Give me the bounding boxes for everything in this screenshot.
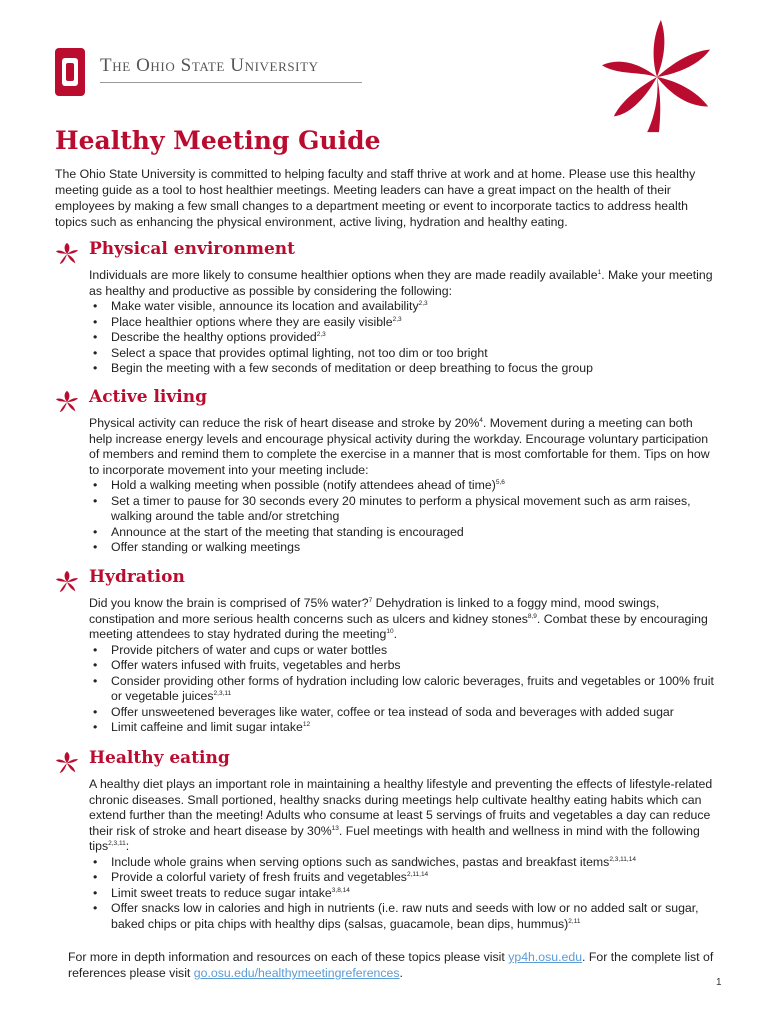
page-number: 1 [716,977,722,988]
section-heading: Healthy eating [89,748,230,768]
footer-text-3: . [399,966,403,980]
bullet-item [89,540,719,556]
bullet-item [89,315,719,331]
bullet-item [89,870,719,886]
bullet-text: Describe the healthy options provided [111,330,317,344]
bullet-item [89,674,719,705]
bullet-item [89,658,719,674]
bullet-text: Limit sweet treats to reduce sugar intake [111,885,332,900]
page-title: Healthy Meeting Guide [55,126,381,155]
paragraph-text: . Combat these by encouraging meeting attendees to stay hydrated during the meeting [89,611,708,641]
references-link[interactable]: go.osu.edu/healthymeetingreferences [193,966,400,980]
bullet-item [89,346,719,362]
bullet-item [89,720,719,736]
citation: 2,3 [392,315,402,323]
citation: 2,3,11,14 [609,855,636,863]
bullet-text: Limit caffeine and limit sugar intake [111,720,303,734]
citation: 2,3,11 [213,689,232,697]
bullet-item [89,643,719,659]
bullet-list [89,855,719,933]
bullet-item [89,361,719,377]
paragraph-text: Physical activity can reduce the risk of heart disease and stroke by 20% [89,416,480,430]
section-body [89,596,719,736]
buckeye-leaf-icon [55,242,79,266]
bullet-text: Offer waters infused with fruits, vegetables and herbs [111,658,401,672]
bullet-text: Include whole grains when serving options such as sandwiches, pastas and breakfast items [111,854,610,869]
paragraph-text: A healthy diet plays an important role in maintaining a healthy lifestyle and preventing the effects of lifestyle-related chronic diseases. Small portioned, healthy snacks during meetings help cultivate healthy eating habits which can extend further than the meeting! Adults who consume at least 5 servings of fruits and vegetables a day can reduce their risk of stroke and heart disease by 30% [89,777,713,838]
bullet-item [89,525,719,541]
citation: 12 [302,720,311,728]
citation: 2,3 [316,330,326,338]
section-body [89,777,719,932]
section-body [89,416,719,556]
section-paragraph [89,596,719,643]
osu-block-o-logo [55,48,85,96]
citation: 4 [479,416,483,424]
citation: 10 [386,627,394,635]
bullet-text: Place healthier options where they are easily visible [111,314,393,329]
bullet-list [89,643,719,736]
header-rule [100,82,362,83]
bullet-text: Consider providing other forms of hydration including low caloric beverages, fruits and vegetables or 100% fruit or vegetable juices [111,673,714,703]
bullet-item [89,494,719,525]
bullet-item [89,330,719,346]
section-paragraph [89,268,719,299]
citation: 8,9 [527,612,537,620]
citation: 2,11,14 [406,870,429,878]
bullet-text: Make water visible, announce its location and availability [111,299,419,313]
section-heading: Active living [89,387,207,407]
paragraph-text: Dehydration is linked to a foggy mind, mood swings, constipation and more serious health concerns such as ulcers and kidney stones [89,596,660,626]
citation: 7 [368,596,373,604]
footer-note [68,949,718,981]
bullet-text: Provide pitchers of water and cups or water bottles [111,642,388,657]
citation: 1 [597,268,602,276]
page-header [0,0,770,140]
paragraph-text: Individuals are more likely to consume healthier options when they are made readily available [89,268,598,282]
buckeye-leaf-icon [55,751,79,775]
citation: 5,6 [495,478,505,486]
citation: 2,11 [568,917,581,925]
bullet-text: Select a space that provides optimal lighting, not too dim or too bright [111,345,488,360]
bullet-text: Offer standing or walking meetings [111,540,301,554]
paragraph-text: . Make your meeting as healthy and productive as possible by considering the following: [89,268,713,298]
bullet-item [89,478,719,494]
bullet-item [89,855,719,871]
bullet-text: Hold a walking meeting when possible (notify attendees ahead of time) [111,478,496,492]
paragraph-text: Did you know the brain is comprised of 75% water? [89,596,369,610]
section-heading: Physical environment [89,239,295,259]
section-paragraph [89,777,719,855]
section-paragraph [89,416,719,478]
bullet-item [89,886,719,902]
bullet-list [89,478,719,556]
paragraph-text: . [393,627,398,641]
paragraph-text: . Fuel meetings with health and wellness in mind with the following tips [89,823,700,853]
citation: 3,8,14 [331,886,350,894]
footer-text-2: . For the complete list of references please visit [68,950,714,980]
section-heading: Hydration [89,567,185,587]
bullet-text: Provide a colorful variety of fresh fruits and vegetables [111,870,407,884]
bullet-text: Begin the meeting with a few seconds of meditation or deep breathing to focus the group [111,361,593,375]
citation: 13 [331,824,339,832]
bullet-text: Set a timer to pause for 30 seconds every 20 minutes to perform a physical movement such as arm raises, walking around the table and/or stretching [111,493,691,523]
bullet-text: Announce at the start of the meeting that standing is encouraged [111,524,464,539]
footer-text-1: For more in depth information and resources on each of these topics please visit [68,950,509,964]
bullet-item [89,901,719,932]
paragraph-text: . Movement during a meeting can both help increase energy levels and encourage physical activity during the workday. Encourage voluntary participation of members and remind them to complete the exercise in a manner that is most comfortable for them. Tips on how to incorporate movement into your meeting include: [89,416,710,477]
intro-paragraph: The Ohio State University is committed to helping faculty and staff thrive at work and at home. Please use this healthy meeting guide as a tool to host healthier meetings. Meeting leaders can have a great impact on the health of their employees by making a few small changes to a department meeting or event to incorporate tactics to address health topics such as enhancing the physical environment, active living, hydration and healthy eating. [55,167,696,229]
bullet-item [89,705,719,721]
university-name: The Ohio State University [100,55,319,76]
bullet-item [89,299,719,315]
buckeye-leaf-logo-icon [597,18,717,136]
yp4h-link[interactable]: yp4h.osu.edu [508,950,583,964]
section-body [89,268,719,377]
buckeye-leaf-icon [55,390,79,414]
paragraph-text: : [125,839,130,853]
bullet-text: Offer snacks low in calories and high in nutrients (i.e. raw nuts and seeds with low or no added salt or sugar, baked chips or pita chips with healthy dips (salsas, guacamole, bean dips, hummus) [111,901,699,931]
citation: 2,3,11 [108,839,126,847]
bullet-text: Offer unsweetened beverages like water, coffee or tea instead of soda and beverages with added sugar [111,704,674,719]
citation: 2,3 [418,299,428,307]
buckeye-leaf-icon [55,570,79,594]
bullet-list [89,299,719,377]
